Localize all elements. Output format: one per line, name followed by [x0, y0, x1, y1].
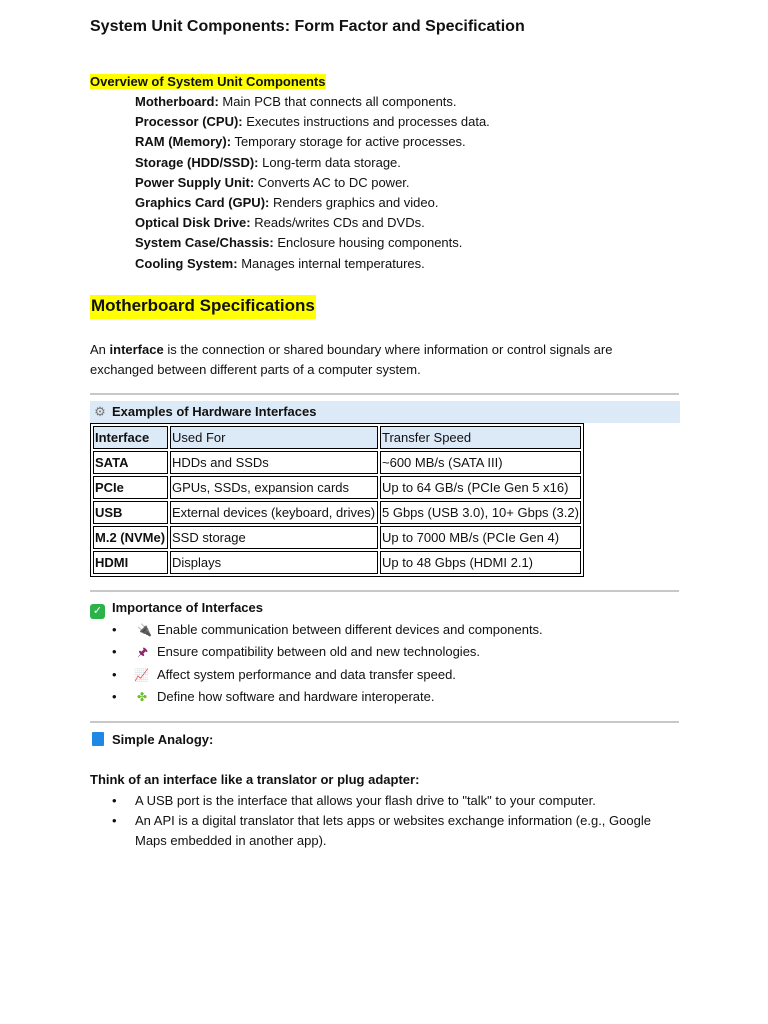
analogy-list [112, 791, 672, 852]
description: Manages internal temperatures. [241, 255, 425, 271]
column-header: Transfer Speed [380, 426, 581, 449]
list-item [112, 791, 672, 811]
term: Power Supply Unit: [135, 174, 255, 190]
table-row [93, 526, 581, 549]
list-item [135, 234, 490, 254]
book-icon [92, 732, 104, 746]
examples-heading-text: Examples of Hardware Interfaces [112, 404, 317, 419]
table-cell: SATA [93, 451, 168, 474]
para-text: An [90, 342, 110, 357]
divider [90, 721, 679, 723]
plug-icon: 🔌 [137, 623, 152, 637]
divider [90, 590, 679, 592]
term: Cooling System: [135, 255, 238, 271]
analogy-heading [90, 731, 213, 749]
table-cell: External devices (keyboard, drives) [170, 501, 378, 524]
list-item-text: Define how software and hardware interoperate. [157, 689, 435, 705]
table-row [93, 451, 581, 474]
list-item-text: Ensure compatibility between old and new technologies. [157, 644, 481, 660]
table-cell: Displays [170, 551, 378, 574]
table-row [93, 476, 581, 499]
list-item-text: Enable communication between different devices and components. [157, 622, 543, 637]
term: Optical Disk Drive: [135, 215, 251, 231]
bullet: • [112, 666, 117, 682]
table-row [93, 501, 581, 524]
table-cell: USB [93, 501, 168, 524]
term: Graphics Card (GPU): [135, 194, 270, 210]
list-item-text: An API is a digital translator that lets apps or websites exchange information (e.g., Google Maps embedded in another app). [135, 813, 651, 849]
importance-heading-text: Importance of Interfaces [112, 600, 263, 615]
gear-icon: ⚙ [94, 404, 106, 419]
table-cell: Up to 64 GB/s (PCIe Gen 5 x16) [380, 476, 581, 499]
table-cell: Up to 7000 MB/s (PCIe Gen 4) [380, 526, 581, 549]
check-icon: ✓ [90, 604, 105, 619]
bullet: • [112, 689, 117, 705]
bullet: • [112, 813, 117, 829]
column-header: Interface [93, 426, 168, 449]
list-item-text: A USB port is the interface that allows your flash drive to "talk" to your computer. [135, 793, 596, 808]
list-item [112, 811, 672, 851]
term: Processor (CPU): [135, 114, 243, 130]
term: System Case/Chassis: [135, 235, 274, 251]
term: RAM (Memory): [135, 134, 232, 150]
description: Enclosure housing components. [277, 235, 463, 251]
analogy-lead: Think of an interface like a translator or plug adapter: [90, 772, 420, 787]
description: Temporary storage for active processes. [234, 134, 466, 150]
motherboard-heading: Motherboard Specifications [90, 295, 316, 319]
list-item [112, 642, 543, 664]
interface-definition [90, 340, 650, 379]
table-header-row [93, 426, 581, 449]
description: Long-term data storage. [262, 154, 401, 170]
term: Storage (HDD/SSD): [135, 154, 259, 170]
component-list [135, 93, 490, 275]
divider [90, 393, 679, 395]
list-item [135, 113, 490, 133]
table-cell: GPUs, SSDs, expansion cards [170, 476, 378, 499]
list-item [135, 255, 490, 275]
description: Converts AC to DC power. [257, 174, 410, 190]
description: Renders graphics and video. [272, 194, 439, 210]
examples-heading [90, 401, 680, 423]
list-item [135, 174, 490, 194]
description: Reads/writes CDs and DVDs. [254, 215, 425, 231]
term: Motherboard: [135, 94, 219, 109]
list-item-text: Affect system performance and data transfer speed. [157, 666, 456, 682]
bullet: • [112, 622, 117, 637]
list-item [135, 194, 490, 214]
pin-icon: 🖈 [137, 645, 149, 660]
importance-heading [90, 599, 263, 619]
table-row [93, 551, 581, 574]
column-header: Used For [170, 426, 378, 449]
list-item [135, 133, 490, 153]
chart-icon: 📈 [134, 667, 149, 682]
table-cell: Up to 48 Gbps (HDMI 2.1) [380, 551, 581, 574]
list-item [112, 620, 543, 642]
bullet: • [112, 644, 117, 660]
page-title: System Unit Components: Form Factor and Specification [90, 18, 525, 35]
para-bold: interface [109, 342, 164, 357]
list-item [112, 665, 543, 687]
table-cell: M.2 (NVMe) [93, 526, 168, 549]
description: Main PCB that connects all components. [222, 94, 457, 109]
analogy-heading-text: Simple Analogy: [112, 732, 214, 747]
list-item [135, 214, 490, 234]
table-cell: HDMI [93, 551, 168, 574]
puzzle-icon: ✤ [137, 690, 148, 705]
table-cell: 5 Gbps (USB 3.0), 10+ Gbps (3.2) [380, 501, 581, 524]
interface-table [90, 423, 584, 577]
table-cell: ~600 MB/s (SATA III) [380, 451, 581, 474]
description: Executes instructions and processes data. [246, 114, 490, 130]
para-text: is the connection or shared boundary where information or control signals are exchanged between different parts of a computer system. [90, 342, 613, 377]
table-cell: HDDs and SSDs [170, 451, 378, 474]
list-item [135, 154, 490, 174]
importance-list [112, 620, 543, 710]
overview-heading-text: Overview of System Unit Components [90, 74, 326, 89]
bullet: • [112, 793, 117, 808]
table-cell: SSD storage [170, 526, 378, 549]
list-item [135, 93, 490, 113]
overview-heading [90, 74, 326, 89]
table-cell: PCIe [93, 476, 168, 499]
list-item [112, 687, 543, 709]
